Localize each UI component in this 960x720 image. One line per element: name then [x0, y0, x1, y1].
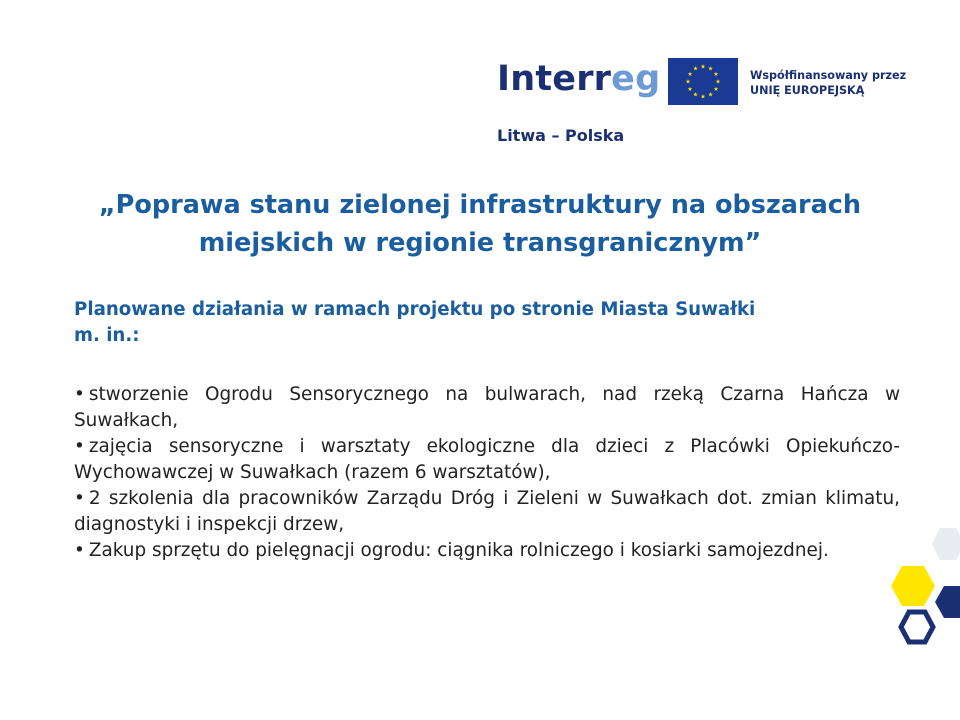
- heading-line1: Planowane działania w ramach projektu po stronie Miasta Suwałki: [74, 299, 756, 320]
- bullet-icon: •: [74, 488, 85, 509]
- bullet-icon: •: [74, 436, 85, 457]
- heading-line2: m. in.:: [74, 325, 140, 346]
- eu-text-line1: Współfinansowany przez: [750, 69, 907, 82]
- eu-text-line2: UNIĘ EUROPEJSKĄ: [750, 84, 865, 97]
- interreg-logo: [497, 59, 661, 99]
- program-region: Litwa – Polska: [497, 126, 625, 145]
- list-item-text: stworzenie Ogrodu Sensorycznego na bulwarach, nad rzeką Czarna Hańcza w Suwałkach,: [74, 384, 900, 431]
- list-item-text: Zakup sprzętu do pielęgnacji ogrodu: ciągnika rolniczego i kosiarki samojezdnej.: [88, 540, 829, 561]
- bullet-icon: •: [74, 384, 85, 405]
- list-item: [74, 434, 900, 486]
- interreg-logo-part2: eg: [611, 59, 661, 99]
- eu-cofinancing-label: [750, 68, 906, 98]
- hexagon-outline-decor: [901, 612, 933, 642]
- eu-flag-icon: [668, 58, 738, 105]
- list-item: [74, 538, 900, 564]
- activities-list: [74, 382, 900, 564]
- hexagon-yellow-decor: [891, 566, 935, 606]
- bullet-icon: •: [74, 540, 85, 561]
- project-title: [40, 186, 920, 262]
- list-item-text: 2 szkolenia dla pracowników Zarządu Dróg i Zieleni w Suwałkach dot. zmian klimatu, diagnostyki i inspekcji drzew,: [74, 488, 900, 535]
- hexagon-navy-decor: [935, 586, 960, 618]
- interreg-logo-part1: Interr: [497, 59, 612, 99]
- project-title-line2: miejskich w regionie transgranicznym”: [198, 228, 762, 258]
- decorative-hexagons: [880, 520, 960, 650]
- hexagon-gray-decor: [932, 528, 960, 560]
- list-item-text: zajęcia sensoryczne i warsztaty ekologiczne dla dzieci z Placówki Opiekuńczo-Wychowawczej w Suwałkach (razem 6 warsztatów),: [74, 436, 900, 483]
- project-title-line1: „Poprawa stanu zielonej infrastruktury na obszarach: [98, 190, 862, 220]
- planned-activities-heading: [74, 297, 894, 349]
- list-item: [74, 382, 900, 434]
- list-item: [74, 486, 900, 538]
